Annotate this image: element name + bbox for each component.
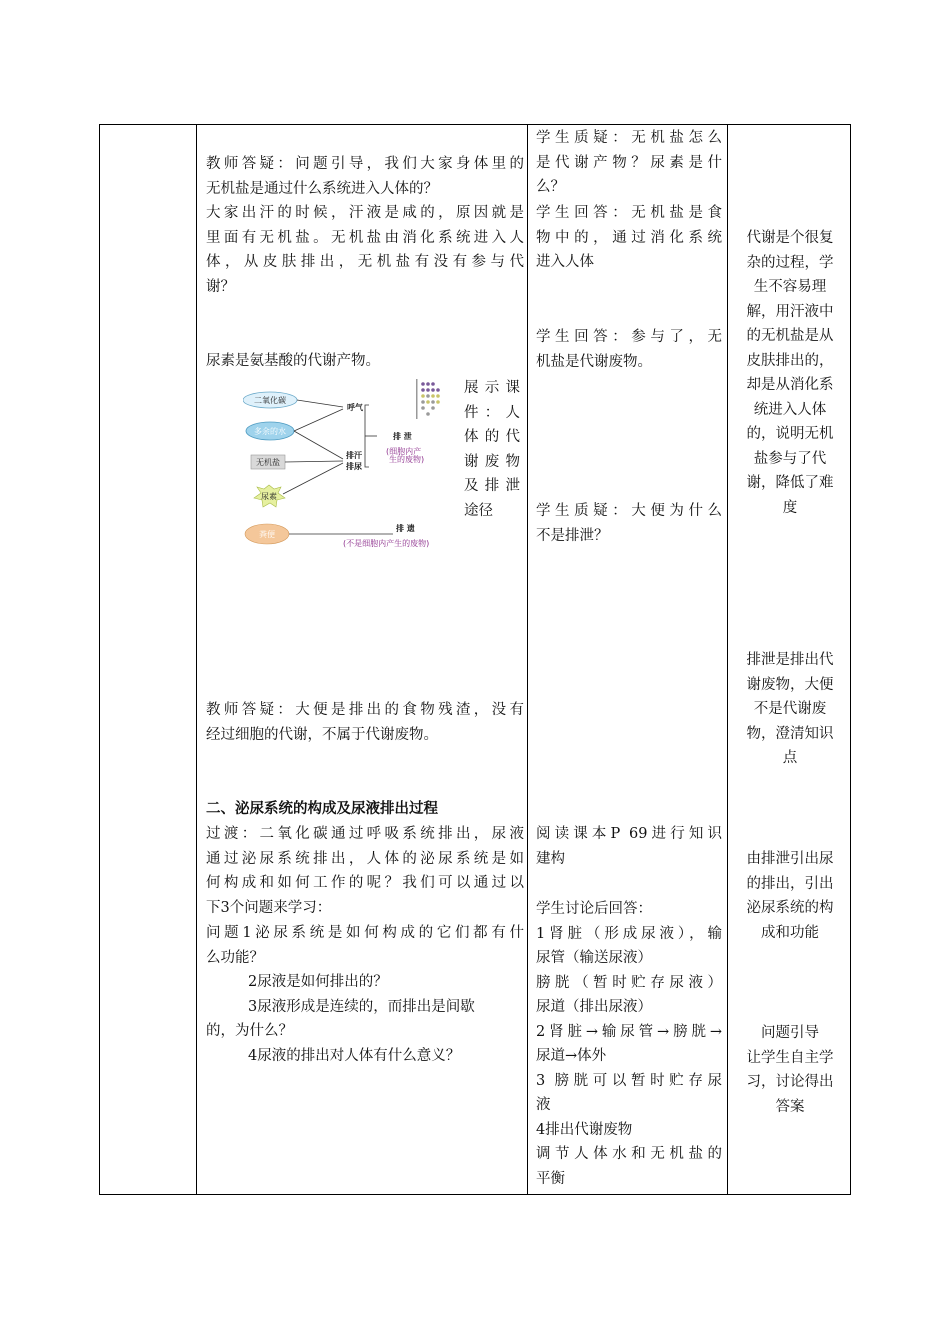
text-line: 么？ <box>536 179 565 195</box>
student-answer-1 <box>536 201 722 275</box>
breath-label: 呼气 <box>347 403 363 412</box>
text-line: 排泄是排出代 <box>746 652 834 668</box>
text-line: 4排出代谢废物 <box>536 1121 633 1138</box>
text-line: 阅读课本P 69进行知识 <box>536 826 722 842</box>
text-line: 物中的，通过消化系统 <box>536 229 722 246</box>
text-line: 问题引导 <box>761 1025 819 1041</box>
column-divider <box>727 125 728 1194</box>
text-line: 学生质疑：大便为什么 <box>536 503 722 519</box>
text-line: 的无机盐是从 <box>746 328 834 344</box>
text-line: 下3个问题来学习： <box>206 899 332 916</box>
text-line: 体，从皮肤排出，无机盐有没有参与代 <box>206 254 524 270</box>
text-line: 泌尿系统的构 <box>746 900 834 916</box>
excretion-note-2: 生的废物) <box>389 455 425 464</box>
text-line: 度 <box>782 499 798 516</box>
text-line: 学生质疑：无机盐怎么 <box>536 130 722 146</box>
text-line: 平衡 <box>536 1170 565 1187</box>
text-line: 习，讨论得出 <box>746 1074 834 1090</box>
text-line: 学生讨论后回答： <box>536 901 652 917</box>
section-2-title: 二、泌尿系统的构成及尿液排出过程 <box>206 800 438 817</box>
text-line: 1肾脏（形成尿液），输 <box>536 925 722 942</box>
purpose-3 <box>736 847 844 945</box>
text-line: 成和功能 <box>761 924 819 941</box>
text-line: 尿管（输送尿液） <box>536 950 652 966</box>
question-list <box>206 921 524 1068</box>
student-reading <box>536 822 722 871</box>
dot-grid-decoration <box>416 379 440 419</box>
urine-label: 排尿 <box>346 462 362 471</box>
teacher-urea-note: 尿素是氨基酸的代谢产物。 <box>206 353 380 369</box>
text-line: 建构 <box>536 850 565 867</box>
text-line: 让学生自主学 <box>746 1049 834 1066</box>
text-line: 及排泄 <box>464 478 520 494</box>
text-line: 谢，降低了难 <box>746 475 834 491</box>
text-line: 尿道（排出尿液） <box>536 999 652 1015</box>
text-line: 点 <box>782 750 798 766</box>
text-line: 谢废物 <box>464 453 520 470</box>
transition-paragraph <box>206 822 524 920</box>
text-line: 途径 <box>464 502 493 519</box>
excretion-label: 排 泄 <box>393 432 412 441</box>
text-line: 却是从消化系 <box>746 377 834 393</box>
question-line: 么功能？ <box>206 949 264 966</box>
column-divider <box>196 125 197 1194</box>
question-line: 4尿液的排出对人体有什么意义？ <box>248 1047 461 1064</box>
text-line: 由排泄引出尿 <box>746 851 834 867</box>
student-question-2 <box>536 499 722 548</box>
feces-label: 粪便 <box>259 530 275 539</box>
text-line: 机盐是代谢废物。 <box>536 353 652 370</box>
column-divider <box>527 125 528 1194</box>
salt-label: 无机盐 <box>256 458 280 467</box>
egestion-note: (不是细胞内产生的废物) <box>343 539 430 548</box>
text-line: 无机盐是通过什么系统进入人体的？ <box>206 180 438 197</box>
water-label: 多余的水 <box>254 427 286 436</box>
text-line: 2肾脏→输尿管→膀胱→ <box>536 1023 722 1040</box>
text-line: 尿道→体外 <box>536 1048 607 1064</box>
text-line: 的，说明无机 <box>746 426 834 442</box>
question-line: 的，为什么？ <box>206 1023 293 1039</box>
text-line: 进入人体 <box>536 254 594 270</box>
text-line: 统进入人体 <box>753 401 827 418</box>
text-line: 调节人体水和无机盐的 <box>536 1146 722 1162</box>
text-line: 物，澄清知识 <box>746 725 834 742</box>
purpose-2 <box>736 648 844 771</box>
text-line: 经过细胞的代谢，不属于代谢废物。 <box>206 726 438 743</box>
text-line: 是代谢产物？尿素是什 <box>536 154 722 171</box>
text-line: 谢？ <box>206 278 235 295</box>
text-line: 不是排泄？ <box>536 527 609 544</box>
text-line: 膀胱（暂时贮存尿液） <box>536 974 722 991</box>
co2-label: 二氧化碳 <box>254 396 286 405</box>
text-line: 解，用汗液中 <box>746 303 834 320</box>
text-line: 皮肤排出的， <box>746 352 834 369</box>
student-question-1 <box>536 126 722 200</box>
purpose-1 <box>736 226 844 520</box>
text-line: 学生回答：无机盐是食 <box>536 205 722 221</box>
text-line: 杂的过程，学 <box>746 254 834 271</box>
text-line: 件：人 <box>464 404 520 421</box>
teacher-paragraph-1 <box>206 201 524 299</box>
question-line: 问题1泌尿系统是如何构成的它们都有什 <box>206 925 524 941</box>
text-line: 过渡：二氧化碳通过呼吸系统排出，尿液 <box>206 826 524 842</box>
student-answer-2 <box>536 325 722 374</box>
courseware-caption <box>464 376 520 523</box>
sweat-label: 排汗 <box>346 451 362 460</box>
text-line: 教师答疑：大便是排出的食物残渣，没有 <box>206 702 524 718</box>
text-line: 里面有无机盐。无机盐由消化系统进入人 <box>206 229 524 246</box>
text-line: 谢废物，大便 <box>746 676 834 693</box>
teacher-question-1 <box>206 152 524 201</box>
text-line: 大家出汗的时候，汗液是咸的，原因就是 <box>206 205 524 221</box>
lesson-table <box>99 124 851 1195</box>
excretion-diagram <box>243 379 453 561</box>
question-line: 2尿液是如何排出的？ <box>248 974 388 990</box>
excretion-note-1: (细胞内产 <box>386 447 422 456</box>
student-discussion <box>536 897 722 1191</box>
text-line: 不是代谢废 <box>753 701 827 717</box>
text-line: 盐参与了代 <box>753 450 827 467</box>
teacher-answer-2 <box>206 698 524 747</box>
text-line: 通过泌尿系统排出，人体的泌尿系统是如 <box>206 850 524 867</box>
text-line: 学生回答：参与了，无 <box>536 329 722 345</box>
egestion-label: 排 遗 <box>396 524 415 533</box>
text-line: 生不容易理 <box>753 279 827 295</box>
text-line: 答案 <box>775 1098 805 1115</box>
urea-label: 尿素 <box>261 492 277 501</box>
question-line: 3尿液形成是连续的，而排出是间歇 <box>248 998 475 1015</box>
text-line: 何构成和如何工作的呢？我们可以通过以 <box>206 875 524 891</box>
text-line: 液 <box>536 1097 551 1113</box>
connector-lines <box>283 400 393 534</box>
text-line: 教师答疑：问题引导，我们大家身体里的 <box>206 156 524 172</box>
text-line: 3 膀胱可以暂时贮存尿 <box>536 1072 722 1089</box>
text-line: 体的代 <box>464 429 520 445</box>
purpose-4 <box>736 1021 844 1119</box>
text-line: 代谢是个很复 <box>746 230 834 246</box>
text-line: 的排出，引出 <box>746 875 834 892</box>
text-line: 展示课 <box>464 380 520 396</box>
